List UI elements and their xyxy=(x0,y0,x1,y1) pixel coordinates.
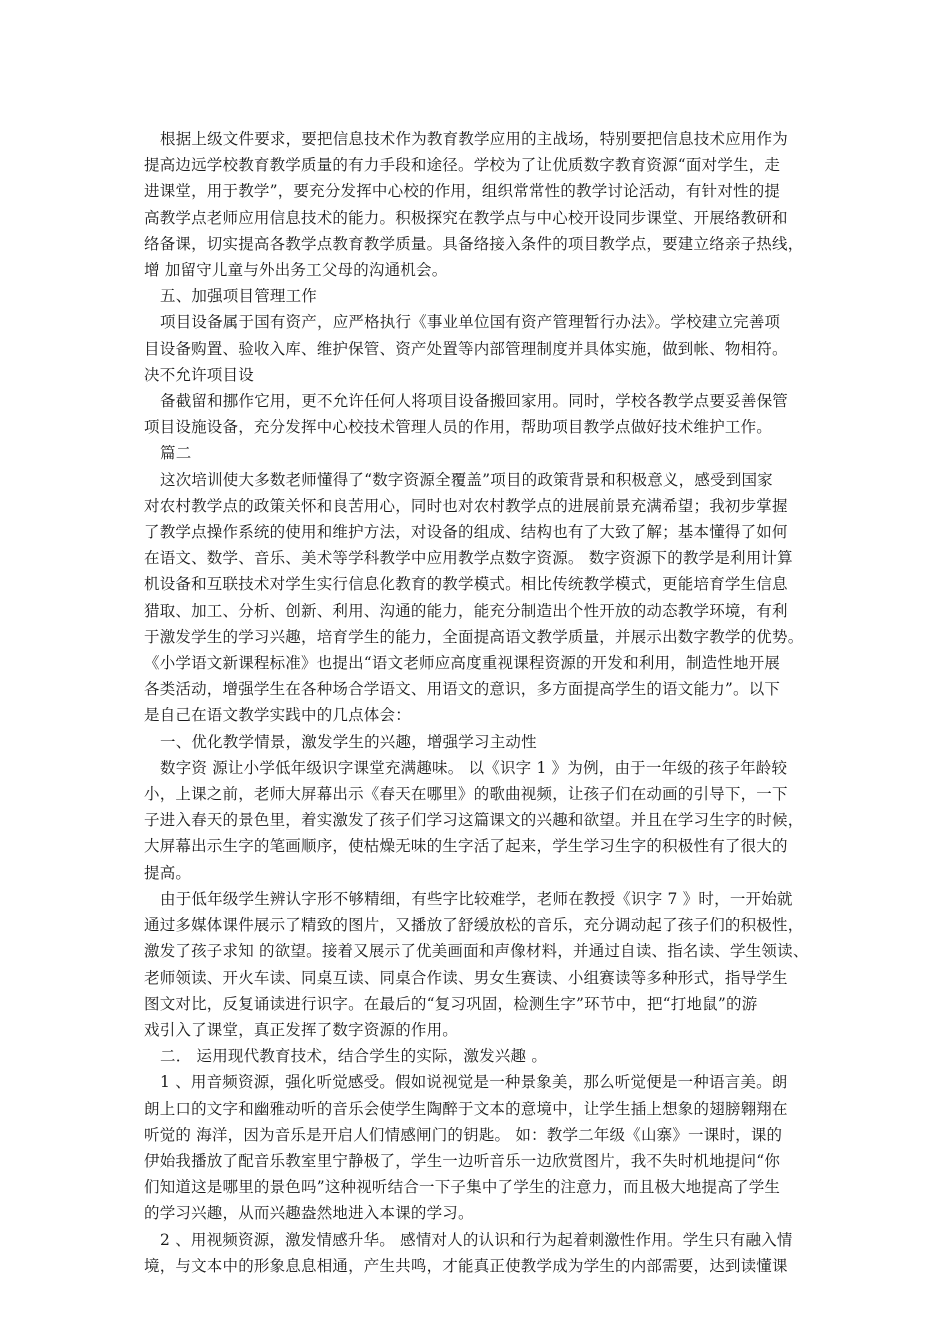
text-line: 猎取、加工、分析、创新、利用、沟通的能力，能充分制造出个性开放的动态教学环境，有利 xyxy=(144,601,788,620)
text-line: 伊始我播放了配音乐教室里宁静极了，学生一边听音乐一边欣赏图片，我不失时机地提问“你 xyxy=(144,1151,781,1170)
text-line: 小，上课之前，老师大屏幕出示《春天在哪里》的歌曲视频，让孩子们在动画的引导下，一下 xyxy=(144,785,788,804)
text-line: 决不允许项目设 xyxy=(144,365,254,384)
text-line: 提高边远学校教育教学质量的有力手段和途径。学校为了让优质数字教育资源“面对学生，走 xyxy=(144,156,781,175)
text-line: 通过多媒体课件展示了精致的图片，又播放了舒缓放松的音乐，充分调动起了孩子们的积极性， xyxy=(144,916,804,935)
text-line: 提高。 xyxy=(144,863,192,882)
text-line: 2 、用视频资源，激发情感升华。 感情对人的认识和行为起着刺激性作用。学生只有融入情 xyxy=(160,1230,793,1249)
text-line: 项目设备属于国有资产，应严格执行《事业单位国有资产管理暂行办法》。学校建立完善项 xyxy=(160,313,781,332)
text-line: 的学习兴趣，从而兴趣盎然地进入本课的学习。 xyxy=(144,1204,474,1223)
text-line: 各类活动，增强学生在各种场合学语文、用语文的意识，多方面提高学生的语文能力”。以下 xyxy=(144,680,781,699)
text-line: 们知道这是哪里的景色吗”这种视听结合一下子集中了学生的注意力，而且极大地提高了学生 xyxy=(144,1178,781,1197)
text-line: 络备课，切实提高各教学点教育教学质量。具备络接入条件的项目教学点，要建立络亲子热线， xyxy=(144,234,804,253)
text-line: 由于低年级学生辨认字形不够精细，有些字比较难学，老师在教授《识字 7 》时，一开始就 xyxy=(160,889,793,908)
text-line: 在语文、数学、音乐、美术等学科教学中应用教学点数字资源。 数字资源下的教学是利用计算 xyxy=(144,549,793,568)
text-line: 老师领读、开火车读、同桌互读、同桌合作读、男女生赛读、小组赛读等多种形式，指导学生 xyxy=(144,968,788,987)
text-line: 对农村教学点的政策关怀和良苦用心，同时也对农村教学点的进展前景充满希望；我初步掌握 xyxy=(144,496,788,515)
text-line: 篇二 xyxy=(160,444,192,463)
text-line: 是自己在语文教学实践中的几点体会： xyxy=(144,706,411,725)
text-line: 进课堂，用于教学”，要充分发挥中心校的作用，组织常常性的教学讨论活动，有针对性的提 xyxy=(144,182,781,201)
text-line: 《小学语文新课程标准》也提出“语文老师应高度重视课程资源的开发和利用，制造性地开展 xyxy=(144,654,781,673)
text-line: 了教学点操作系统的使用和维护方法，对设备的组成、结构也有了大致了解；基本懂得了如何 xyxy=(144,523,788,542)
text-line: 激发了孩子求知 的欲望。接着又展示了优美画面和声像材料，并通过自读、指名读、学生领读、 xyxy=(144,942,809,961)
text-line: 这次培训使大多数老师懂得了“数字资源全覆盖”项目的政策背景和积极意义，感受到国家 xyxy=(160,470,773,489)
text-line: 戏引入了课堂，真正发挥了数字资源的作用。 xyxy=(144,1020,459,1039)
text-line: 机设备和互联技术对学生实行信息化教育的教学模式。相比传统教学模式，更能培育学生信息 xyxy=(144,575,788,594)
text-line: 图文对比，反复诵读进行识字。在最后的“复习巩固，检测生字”环节中，把“打地鼠”的游 xyxy=(144,994,758,1013)
text-line: 境，与文本中的形象息息相通，产生共鸣，才能真正使教学成为学生的内部需要，达到读懂课 xyxy=(144,1256,788,1275)
text-line: 数字资 源让小学低年级识字课堂充满趣味。 以《识字 1 》为例，由于一年级的孩子年龄较 xyxy=(160,758,788,777)
text-line: 高教学点老师应用信息技术的能力。积极探究在教学点与中心校开设同步课堂、开展络教研和 xyxy=(144,208,788,227)
text-line: 朗上口的文字和幽雅动听的音乐会使学生陶醉于文本的意境中，让学生插上想象的翅膀翱翔在 xyxy=(144,1099,788,1118)
text-line: 备截留和挪作它用，更不允许任何人将项目设备搬回家用。同时，学校各教学点要妥善保管 xyxy=(160,392,789,411)
text-line: 项目设施设备，充分发挥中心校技术管理人员的作用，帮助项目教学点做好技术维护工作。 xyxy=(144,418,773,437)
text-line: 二． 运用现代教育技术，结合学生的实际，激发兴趣 。 xyxy=(160,1047,548,1066)
text-line: 1 、用音频资源，强化听觉感受。假如说视觉是一种景象美，那么听觉便是一种语言美。朗 xyxy=(160,1073,788,1092)
document-body xyxy=(144,126,818,1279)
text-line: 听觉的 海洋，因为音乐是开启人们情感闸门的钥匙。 如：教学二年级《山寨》一课时，课的 xyxy=(144,1125,783,1144)
text-line: 子进入春天的景色里，着实激发了孩子们学习这篇课文的兴趣和欲望。并且在学习生字的时候， xyxy=(144,811,804,830)
text-line: 增 加留守儿童与外出务工父母的沟通机会。 xyxy=(144,261,448,280)
text-line: 于激发学生的学习兴趣，培育学生的能力，全面提高语文教学质量，并展示出数字教学的优势。 xyxy=(144,627,804,646)
text-line: 一、优化教学情景，激发学生的兴趣，增强学习主动性 xyxy=(160,732,537,751)
text-line: 五、加强项目管理工作 xyxy=(160,287,318,306)
text-line: 大屏幕出示生字的笔画顺序，使枯燥无味的生字活了起来，学生学习生字的积极性有了很大的 xyxy=(144,837,788,856)
text-line: 根据上级文件要求，要把信息技术作为教育教学应用的主战场，特别要把信息技术应用作为 xyxy=(160,130,789,148)
text-line: 目设备购置、验收入库、维护保管、资产处置等内部管理制度并具体实施，做到帐、物相符。 xyxy=(144,339,788,358)
